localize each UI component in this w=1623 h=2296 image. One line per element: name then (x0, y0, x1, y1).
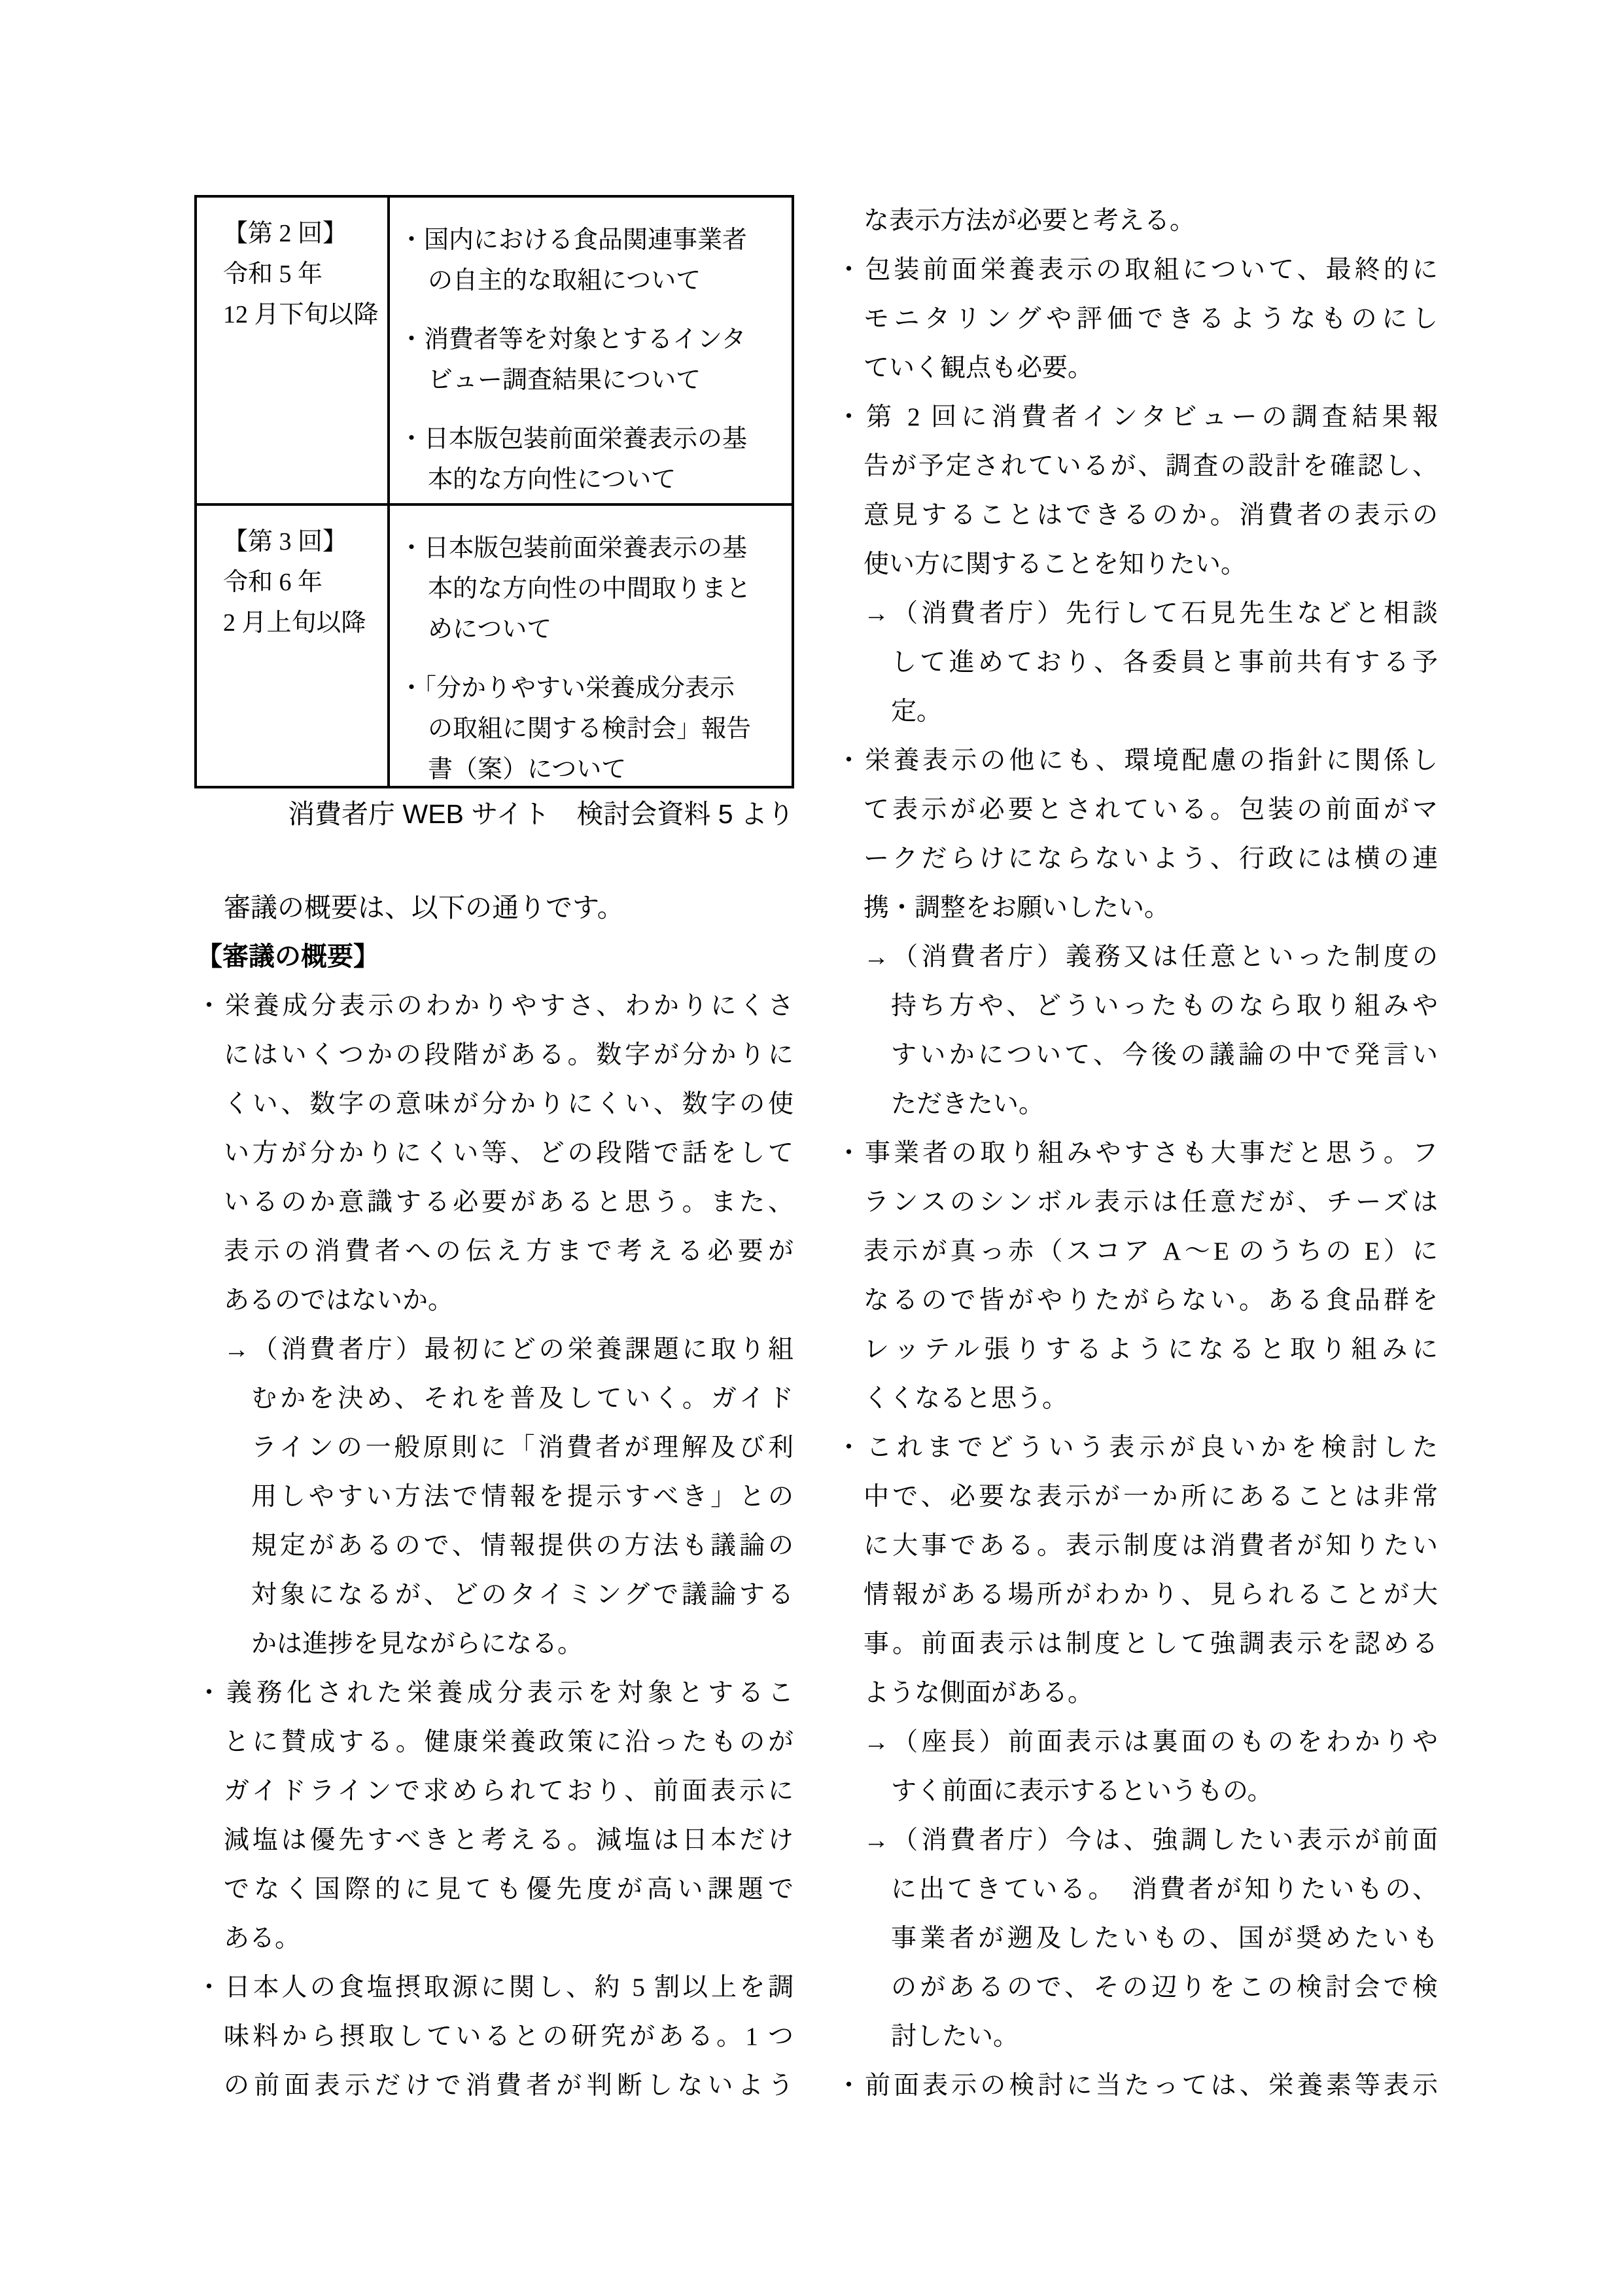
intro-line: 審議の概要は、以下の通りです。 (224, 892, 624, 923)
text-line: の前面表示だけで消費者が判断しないよう (224, 2072, 794, 2100)
text-line: ランスのシンボル表示は任意だが、チーズは (864, 1188, 1438, 1216)
text-line: 告が予定されているが、調査の設計を確認し、 (864, 452, 1438, 480)
text-line: 書（案）について (428, 756, 627, 783)
session-cell (197, 198, 390, 503)
right-column (836, 196, 1438, 2110)
text-line: な表示方法が必要と考える。 (864, 207, 1196, 235)
agenda-item (399, 319, 782, 400)
table-row (197, 198, 792, 503)
agenda-item (399, 528, 782, 650)
session-line: 12 月下旬以降 (223, 301, 379, 328)
text-line: すいかについて、今後の議論の中で発言い (891, 1041, 1438, 1069)
text-line: にはいくつかの段階がある。数字が分かりに (224, 1041, 794, 1069)
text-line: 本的な方向性の中間取りまと (428, 575, 752, 603)
text-line: すく前面に表示するというもの。 (891, 1777, 1273, 1805)
text-line: →（消費者庁）義務又は任意といった制度の (864, 943, 1438, 971)
text-line: のがあるので、その辺りをこの検討会で検 (891, 1973, 1438, 2002)
text-line: ・日本版包装前面栄養表示の基 (399, 425, 748, 453)
text-line: ていく観点も必要。 (864, 354, 1094, 382)
text-line: 対象になるが、どのタイミングで議論する (251, 1581, 794, 1609)
text-line: 表示の消費者への伝え方まで考える必要が (224, 1237, 794, 1265)
text-line: 情報がある場所がわかり、見られることが大 (864, 1581, 1438, 1609)
text-line: い方が分かりにくい等、どの段階で話をして (224, 1139, 794, 1167)
session-line: 【第 2 回】 (223, 220, 348, 247)
text-line: ・「分かりやすい栄養成分表示 (399, 675, 735, 702)
text-line: ラインの一般原則に「消費者が理解及び利 (251, 1434, 794, 1462)
schedule-table (194, 195, 794, 788)
text-line: 中で、必要な表示が一か所にあることは非常 (864, 1483, 1438, 1511)
session-line: 令和 6 年 (223, 569, 323, 596)
text-line: いるのか意識する必要があると思う。また、 (224, 1188, 794, 1216)
text-line: →（消費者庁）最初にどの栄養課題に取り組 (224, 1335, 794, 1364)
text-line: ・前面表示の検討に当たっては、栄養素等表示 (836, 2072, 1438, 2100)
text-line: ・第 2 回に消費者インタビューの調査結果報 (836, 403, 1438, 431)
paragraph-bullet (196, 981, 794, 1325)
text-line: 減塩は優先すべきと考える。減塩は日本だけ (224, 1826, 794, 1854)
agenda-cell (390, 198, 792, 503)
paragraph-bullet (836, 1129, 1438, 1423)
paragraph-arrow (836, 932, 1438, 1129)
text-line: て表示が必要とされている。包装の前面がマ (864, 796, 1438, 824)
table-row (197, 503, 792, 786)
text-line: ・義務化された栄養成分表示を対象とするこ (196, 1679, 794, 1707)
agenda-item (399, 220, 782, 301)
text-line: レッテル張りするようになると取り組みに (864, 1335, 1438, 1364)
paragraph-bullet (196, 1963, 794, 2110)
text-line: モニタリングや評価できるようなものにし (864, 305, 1438, 333)
text-line: あるのではないか。 (224, 1286, 454, 1315)
text-line: 使い方に関することを知りたい。 (864, 550, 1247, 578)
session-line: 【第 3 回】 (223, 528, 348, 556)
text-line: とに賛成する。健康栄養政策に沿ったものが (224, 1728, 794, 1756)
text-line: 携・調整をお願いしたい。 (864, 894, 1170, 922)
text-line: かは進捗を見ながらになる。 (251, 1630, 584, 1658)
text-line: ・栄養表示の他にも、環境配慮の指針に関係し (836, 747, 1438, 775)
text-line: に出てきている。 消費者が知りたいもの、 (891, 1875, 1438, 1903)
agenda-cell (390, 506, 792, 786)
text-line: くくなると思う。 (864, 1385, 1068, 1413)
text-line: →（座長）前面表示は裏面のものをわかりや (864, 1728, 1438, 1756)
agenda-item (399, 668, 782, 786)
text-line: ・これまでどういう表示が良いかを検討した (836, 1434, 1438, 1462)
text-line: 表示が真っ赤（スコア A～E のうちの E）に (864, 1237, 1438, 1265)
text-line: むかを決め、それを普及していく。ガイド (251, 1385, 794, 1413)
session-cell (197, 506, 390, 786)
text-line: 味料から摂取しているとの研究がある。1 つ (224, 2022, 794, 2051)
text-line: 持ち方や、どういったものなら取り組みや (891, 992, 1438, 1020)
left-paragraphs (196, 981, 794, 2110)
text-line: ・消費者等を対象とするインタ (399, 326, 746, 353)
paragraph-arrow (196, 1325, 794, 1669)
text-line: 事業者が遡及したいもの、国が奨めたいも (891, 1924, 1438, 1952)
text-line: くい、数字の意味が分かりにくい、数字の使 (224, 1090, 794, 1118)
text-line: ・事業者の取り組みやすさも大事だと思う。フ (836, 1139, 1438, 1167)
paragraph-bullet (836, 736, 1438, 932)
left-column (196, 883, 794, 2110)
text-line: 事。前面表示は制度として強調表示を認める (864, 1630, 1438, 1658)
text-line: ような側面がある。 (864, 1679, 1094, 1707)
text-line: ・栄養成分表示のわかりやすさ、わかりにくさ (196, 992, 794, 1020)
text-line: 規定があるので、情報提供の方法も議論の (251, 1532, 794, 1560)
text-line: ークだらけにならないよう、行政には横の連 (864, 845, 1438, 873)
paragraph-arrow (836, 589, 1438, 736)
text-line: →（消費者庁）先行して石見先生などと相談 (864, 599, 1438, 627)
text-line: ・日本人の食塩摂取源に関し、約 5 割以上を調 (196, 1973, 794, 2002)
text-line: なるので皆がやりたがらない。ある食品群を (864, 1286, 1438, 1315)
text-line: に大事である。表示制度は消費者が知りたい (864, 1532, 1438, 1560)
paragraph-bullet (836, 393, 1438, 589)
text-line: して進めており、各委員と事前共有する予 (891, 648, 1438, 677)
paragraph-bullet (196, 1669, 794, 1963)
text-line: 討したい。 (891, 2022, 1019, 2051)
session-line: 令和 5 年 (223, 260, 323, 288)
text-line: ・国内における食品関連事業者 (399, 226, 748, 254)
text-line: ビュー調査結果について (428, 366, 701, 394)
paragraph-bullet (836, 1423, 1438, 1718)
text-line: ・包装前面栄養表示の取組について、最終的に (836, 256, 1438, 284)
text-line: ある。 (224, 1924, 301, 1952)
paragraph-arrow (836, 1718, 1438, 1816)
text-line: ただきたい。 (891, 1090, 1045, 1118)
paragraph-bullet (836, 245, 1438, 393)
agenda-item (399, 419, 782, 500)
text-line: 意見することはできるのか。消費者の表示の (864, 501, 1438, 529)
paragraph-arrow (836, 1816, 1438, 2061)
text-line: →（消費者庁）今は、強調したい表示が前面 (864, 1826, 1438, 1854)
text-line: でなく国際的に見ても優先度が高い課題で (224, 1875, 794, 1903)
text-line: めについて (428, 616, 552, 643)
text-line: 本的な方向性について (428, 466, 676, 493)
text-line: ガイドラインで求められており、前面表示に (224, 1777, 794, 1805)
section-heading: 【審議の概要】 (196, 942, 379, 971)
text-line: の自主的な取組について (428, 267, 701, 294)
paragraph-bullet (836, 2061, 1438, 2110)
text-line: ・日本版包装前面栄養表示の基 (399, 535, 748, 562)
paragraph-continuation (836, 196, 1438, 245)
text-line: 定。 (891, 698, 943, 726)
text-line: の取組に関する検討会」報告 (428, 715, 752, 743)
text-line: 用しやすい方法で情報を提示すべき」との (251, 1483, 794, 1511)
table-caption: 消費者庁 WEB サイト 検討会資料 5 より (288, 799, 794, 829)
session-line: 2 月上旬以降 (223, 609, 366, 637)
